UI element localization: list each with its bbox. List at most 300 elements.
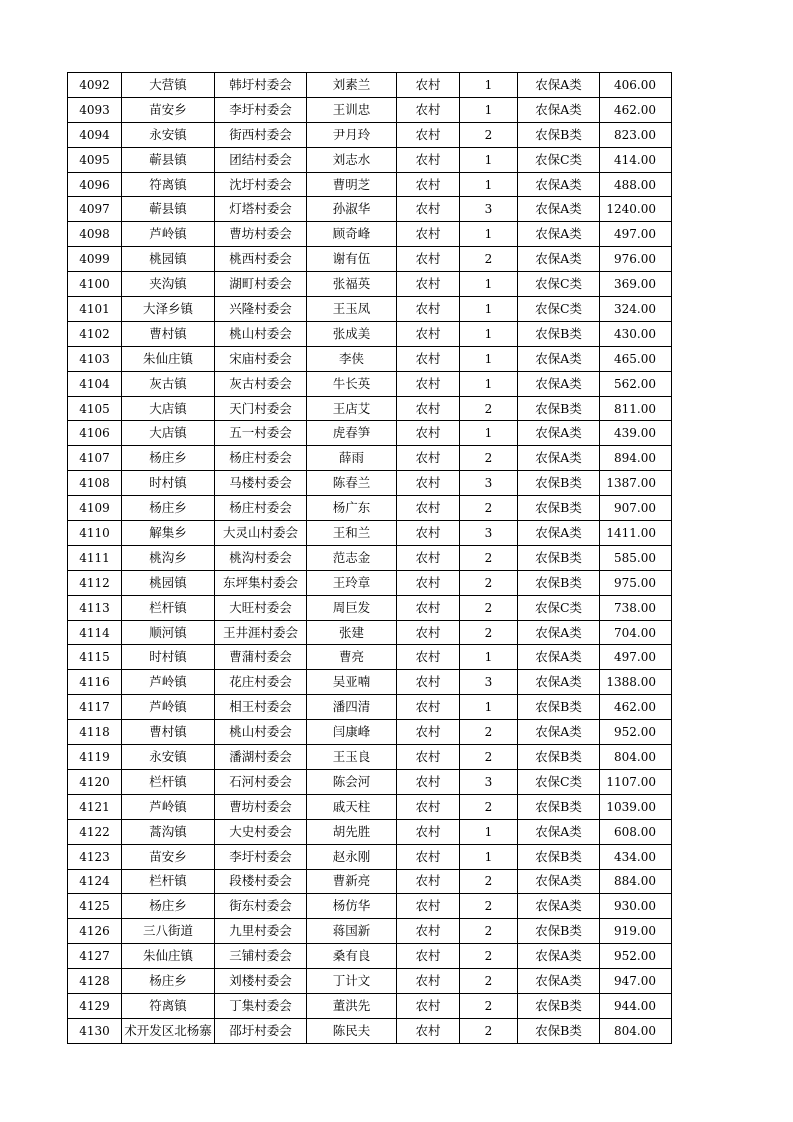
table-row <box>68 197 672 222</box>
town-cell: 永安镇 <box>122 122 215 147</box>
person-name-cell: 孙淑华 <box>307 197 397 222</box>
village-committee-cell: 相王村委会 <box>215 695 307 720</box>
amount-cell: 406.00 <box>600 73 672 98</box>
insurance-category-cell: 农保B类 <box>518 844 600 869</box>
table-row <box>68 396 672 421</box>
area-type-cell: 农村 <box>397 645 460 670</box>
row-number-cell: 4128 <box>68 969 122 994</box>
village-committee-cell: 刘楼村委会 <box>215 969 307 994</box>
town-cell: 蒿沟镇 <box>122 819 215 844</box>
village-committee-cell: 曹坊村委会 <box>215 794 307 819</box>
person-name-cell: 吴亚喃 <box>307 670 397 695</box>
household-count-cell: 2 <box>460 446 518 471</box>
row-number-cell: 4118 <box>68 720 122 745</box>
row-number-cell: 4130 <box>68 1018 122 1043</box>
town-cell: 大泽乡镇 <box>122 297 215 322</box>
household-count-cell: 2 <box>460 496 518 521</box>
amount-cell: 1240.00 <box>600 197 672 222</box>
person-name-cell: 闫康峰 <box>307 720 397 745</box>
area-type-cell: 农村 <box>397 620 460 645</box>
person-name-cell: 周巨发 <box>307 595 397 620</box>
area-type-cell: 农村 <box>397 1018 460 1043</box>
village-committee-cell: 曹坊村委会 <box>215 222 307 247</box>
town-cell: 杨庄乡 <box>122 969 215 994</box>
table-row <box>68 1018 672 1043</box>
amount-cell: 488.00 <box>600 172 672 197</box>
amount-cell: 804.00 <box>600 745 672 770</box>
area-type-cell: 农村 <box>397 844 460 869</box>
village-committee-cell: 湖町村委会 <box>215 272 307 297</box>
town-cell: 符离镇 <box>122 172 215 197</box>
village-committee-cell: 桃沟村委会 <box>215 545 307 570</box>
table-row <box>68 496 672 521</box>
town-cell: 芦岭镇 <box>122 794 215 819</box>
insurance-category-cell: 农保A类 <box>518 944 600 969</box>
village-committee-cell: 桃西村委会 <box>215 247 307 272</box>
household-count-cell: 2 <box>460 969 518 994</box>
amount-cell: 738.00 <box>600 595 672 620</box>
person-name-cell: 曹亮 <box>307 645 397 670</box>
insurance-category-cell: 农保A类 <box>518 670 600 695</box>
person-name-cell: 刘志水 <box>307 147 397 172</box>
table-row <box>68 421 672 446</box>
insurance-category-cell: 农保A类 <box>518 869 600 894</box>
row-number-cell: 4100 <box>68 272 122 297</box>
area-type-cell: 农村 <box>397 396 460 421</box>
row-number-cell: 4125 <box>68 894 122 919</box>
household-count-cell: 3 <box>460 197 518 222</box>
household-count-cell: 1 <box>460 844 518 869</box>
insurance-category-cell: 农保A类 <box>518 421 600 446</box>
row-number-cell: 4123 <box>68 844 122 869</box>
insurance-category-cell: 农保A类 <box>518 446 600 471</box>
table-row <box>68 919 672 944</box>
table-row <box>68 570 672 595</box>
person-name-cell: 蒋国新 <box>307 919 397 944</box>
table-row <box>68 172 672 197</box>
area-type-cell: 农村 <box>397 894 460 919</box>
person-name-cell: 牛长英 <box>307 371 397 396</box>
amount-cell: 976.00 <box>600 247 672 272</box>
village-committee-cell: 沈圩村委会 <box>215 172 307 197</box>
insurance-category-cell: 农保A类 <box>518 645 600 670</box>
row-number-cell: 4101 <box>68 297 122 322</box>
amount-cell: 585.00 <box>600 545 672 570</box>
table-row <box>68 247 672 272</box>
town-cell: 朱仙庄镇 <box>122 944 215 969</box>
row-number-cell: 4102 <box>68 321 122 346</box>
insurance-category-cell: 农保C类 <box>518 147 600 172</box>
village-committee-cell: 王井涯村委会 <box>215 620 307 645</box>
person-name-cell: 尹月玲 <box>307 122 397 147</box>
amount-cell: 894.00 <box>600 446 672 471</box>
row-number-cell: 4093 <box>68 97 122 122</box>
household-count-cell: 2 <box>460 122 518 147</box>
village-committee-cell: 邵圩村委会 <box>215 1018 307 1043</box>
person-name-cell: 胡先胜 <box>307 819 397 844</box>
town-cell: 栏杆镇 <box>122 769 215 794</box>
area-type-cell: 农村 <box>397 297 460 322</box>
town-cell: 栏杆镇 <box>122 595 215 620</box>
household-count-cell: 1 <box>460 421 518 446</box>
row-number-cell: 4105 <box>68 396 122 421</box>
town-cell: 杨庄乡 <box>122 496 215 521</box>
table-row <box>68 97 672 122</box>
amount-cell: 414.00 <box>600 147 672 172</box>
row-number-cell: 4126 <box>68 919 122 944</box>
row-number-cell: 4099 <box>68 247 122 272</box>
village-committee-cell: 花庄村委会 <box>215 670 307 695</box>
row-number-cell: 4108 <box>68 471 122 496</box>
person-name-cell: 王玉凤 <box>307 297 397 322</box>
table-row <box>68 993 672 1018</box>
insurance-category-cell: 农保B类 <box>518 545 600 570</box>
village-committee-cell: 三铺村委会 <box>215 944 307 969</box>
insurance-category-cell: 农保A类 <box>518 969 600 994</box>
village-committee-cell: 李圩村委会 <box>215 97 307 122</box>
amount-cell: 430.00 <box>600 321 672 346</box>
row-number-cell: 4122 <box>68 819 122 844</box>
household-count-cell: 2 <box>460 570 518 595</box>
table-row <box>68 769 672 794</box>
person-name-cell: 王玉良 <box>307 745 397 770</box>
area-type-cell: 农村 <box>397 670 460 695</box>
amount-cell: 434.00 <box>600 844 672 869</box>
area-type-cell: 农村 <box>397 197 460 222</box>
table-row <box>68 297 672 322</box>
person-name-cell: 戚天柱 <box>307 794 397 819</box>
household-count-cell: 2 <box>460 720 518 745</box>
town-cell: 栏杆镇 <box>122 869 215 894</box>
village-committee-cell: 大史村委会 <box>215 819 307 844</box>
amount-cell: 1107.00 <box>600 769 672 794</box>
village-committee-cell: 街西村委会 <box>215 122 307 147</box>
household-count-cell: 2 <box>460 993 518 1018</box>
town-cell: 永安镇 <box>122 745 215 770</box>
amount-cell: 947.00 <box>600 969 672 994</box>
amount-cell: 1387.00 <box>600 471 672 496</box>
table-row <box>68 645 672 670</box>
town-cell: 大营镇 <box>122 73 215 98</box>
table-row <box>68 869 672 894</box>
household-count-cell: 1 <box>460 97 518 122</box>
insurance-category-cell: 农保B类 <box>518 396 600 421</box>
table-row <box>68 620 672 645</box>
row-number-cell: 4109 <box>68 496 122 521</box>
person-name-cell: 陈民夫 <box>307 1018 397 1043</box>
amount-cell: 1388.00 <box>600 670 672 695</box>
row-number-cell: 4127 <box>68 944 122 969</box>
town-cell: 三八街道 <box>122 919 215 944</box>
town-cell: 曹村镇 <box>122 720 215 745</box>
village-committee-cell: 东坪集村委会 <box>215 570 307 595</box>
insurance-category-cell: 农保A类 <box>518 620 600 645</box>
person-name-cell: 李侠 <box>307 346 397 371</box>
person-name-cell: 顾奇峰 <box>307 222 397 247</box>
insurance-category-cell: 农保B类 <box>518 695 600 720</box>
household-count-cell: 1 <box>460 321 518 346</box>
person-name-cell: 杨广东 <box>307 496 397 521</box>
amount-cell: 811.00 <box>600 396 672 421</box>
town-cell: 夹沟镇 <box>122 272 215 297</box>
amount-cell: 704.00 <box>600 620 672 645</box>
insurance-category-cell: 农保C类 <box>518 297 600 322</box>
area-type-cell: 农村 <box>397 122 460 147</box>
person-name-cell: 赵永刚 <box>307 844 397 869</box>
household-count-cell: 1 <box>460 371 518 396</box>
household-count-cell: 2 <box>460 247 518 272</box>
household-count-cell: 1 <box>460 73 518 98</box>
household-count-cell: 1 <box>460 147 518 172</box>
household-count-cell: 3 <box>460 670 518 695</box>
row-number-cell: 4117 <box>68 695 122 720</box>
town-cell: 杨庄乡 <box>122 446 215 471</box>
amount-cell: 1411.00 <box>600 521 672 546</box>
table-row <box>68 844 672 869</box>
table-row <box>68 720 672 745</box>
village-committee-cell: 段楼村委会 <box>215 869 307 894</box>
area-type-cell: 农村 <box>397 471 460 496</box>
village-committee-cell: 大灵山村委会 <box>215 521 307 546</box>
insurance-category-cell: 农保C类 <box>518 769 600 794</box>
household-count-cell: 2 <box>460 1018 518 1043</box>
town-cell: 桃园镇 <box>122 247 215 272</box>
amount-cell: 462.00 <box>600 97 672 122</box>
insurance-category-cell: 农保A类 <box>518 97 600 122</box>
person-name-cell: 桑有良 <box>307 944 397 969</box>
amount-cell: 497.00 <box>600 645 672 670</box>
area-type-cell: 农村 <box>397 321 460 346</box>
person-name-cell: 丁计文 <box>307 969 397 994</box>
insurance-category-cell: 农保A类 <box>518 346 600 371</box>
household-count-cell: 1 <box>460 222 518 247</box>
row-number-cell: 4110 <box>68 521 122 546</box>
row-number-cell: 4092 <box>68 73 122 98</box>
household-count-cell: 2 <box>460 545 518 570</box>
insurance-category-cell: 农保B类 <box>518 496 600 521</box>
household-count-cell: 1 <box>460 695 518 720</box>
household-count-cell: 1 <box>460 819 518 844</box>
amount-cell: 823.00 <box>600 122 672 147</box>
town-cell: 蕲县镇 <box>122 197 215 222</box>
village-committee-cell: 宋庙村委会 <box>215 346 307 371</box>
area-type-cell: 农村 <box>397 446 460 471</box>
town-cell: 桃沟乡 <box>122 545 215 570</box>
table-row <box>68 147 672 172</box>
area-type-cell: 农村 <box>397 371 460 396</box>
insurance-category-cell: 农保A类 <box>518 73 600 98</box>
area-type-cell: 农村 <box>397 272 460 297</box>
town-cell: 符离镇 <box>122 993 215 1018</box>
town-cell: 顺河镇 <box>122 620 215 645</box>
town-cell: 芦岭镇 <box>122 695 215 720</box>
table-row <box>68 471 672 496</box>
village-committee-cell: 街东村委会 <box>215 894 307 919</box>
town-cell: 桃园镇 <box>122 570 215 595</box>
person-name-cell: 范志金 <box>307 545 397 570</box>
insurance-category-cell: 农保B类 <box>518 471 600 496</box>
area-type-cell: 农村 <box>397 222 460 247</box>
table-row <box>68 670 672 695</box>
insurance-category-cell: 农保A类 <box>518 894 600 919</box>
insurance-category-cell: 农保B类 <box>518 919 600 944</box>
row-number-cell: 4094 <box>68 122 122 147</box>
area-type-cell: 农村 <box>397 745 460 770</box>
household-count-cell: 2 <box>460 620 518 645</box>
area-type-cell: 农村 <box>397 147 460 172</box>
village-committee-cell: 兴隆村委会 <box>215 297 307 322</box>
person-name-cell: 陈春兰 <box>307 471 397 496</box>
row-number-cell: 4115 <box>68 645 122 670</box>
table-row <box>68 346 672 371</box>
table-row <box>68 73 672 98</box>
town-cell: 时村镇 <box>122 645 215 670</box>
person-name-cell: 张成美 <box>307 321 397 346</box>
insurance-category-cell: 农保B类 <box>518 122 600 147</box>
village-committee-cell: 天门村委会 <box>215 396 307 421</box>
area-type-cell: 农村 <box>397 97 460 122</box>
household-count-cell: 2 <box>460 919 518 944</box>
town-cell: 苗安乡 <box>122 844 215 869</box>
area-type-cell: 农村 <box>397 944 460 969</box>
amount-cell: 497.00 <box>600 222 672 247</box>
amount-cell: 1039.00 <box>600 794 672 819</box>
area-type-cell: 农村 <box>397 993 460 1018</box>
household-count-cell: 2 <box>460 894 518 919</box>
person-name-cell: 虎春笋 <box>307 421 397 446</box>
insurance-category-cell: 农保C类 <box>518 272 600 297</box>
person-name-cell: 陈会河 <box>307 769 397 794</box>
area-type-cell: 农村 <box>397 819 460 844</box>
amount-cell: 608.00 <box>600 819 672 844</box>
area-type-cell: 农村 <box>397 720 460 745</box>
town-cell: 大店镇 <box>122 396 215 421</box>
table-row <box>68 272 672 297</box>
town-cell: 曹村镇 <box>122 321 215 346</box>
row-number-cell: 4097 <box>68 197 122 222</box>
area-type-cell: 农村 <box>397 172 460 197</box>
amount-cell: 465.00 <box>600 346 672 371</box>
person-name-cell: 王店艾 <box>307 396 397 421</box>
area-type-cell: 农村 <box>397 521 460 546</box>
insurance-category-cell: 农保A类 <box>518 197 600 222</box>
amount-cell: 952.00 <box>600 944 672 969</box>
row-number-cell: 4116 <box>68 670 122 695</box>
household-count-cell: 2 <box>460 396 518 421</box>
row-number-cell: 4114 <box>68 620 122 645</box>
person-name-cell: 董洪先 <box>307 993 397 1018</box>
insurance-category-cell: 农保A类 <box>518 819 600 844</box>
town-cell: 芦岭镇 <box>122 670 215 695</box>
household-count-cell: 1 <box>460 297 518 322</box>
household-count-cell: 2 <box>460 745 518 770</box>
row-number-cell: 4106 <box>68 421 122 446</box>
row-number-cell: 4113 <box>68 595 122 620</box>
household-count-cell: 1 <box>460 272 518 297</box>
insurance-category-cell: 农保A类 <box>518 720 600 745</box>
village-committee-cell: 丁集村委会 <box>215 993 307 1018</box>
area-type-cell: 农村 <box>397 247 460 272</box>
insurance-category-cell: 农保B类 <box>518 570 600 595</box>
household-count-cell: 1 <box>460 645 518 670</box>
insurance-category-cell: 农保B类 <box>518 1018 600 1043</box>
village-committee-cell: 杨庄村委会 <box>215 496 307 521</box>
table-row <box>68 794 672 819</box>
row-number-cell: 4098 <box>68 222 122 247</box>
insurance-category-cell: 农保A类 <box>518 172 600 197</box>
row-number-cell: 4095 <box>68 147 122 172</box>
area-type-cell: 农村 <box>397 769 460 794</box>
area-type-cell: 农村 <box>397 869 460 894</box>
household-count-cell: 2 <box>460 595 518 620</box>
person-name-cell: 王训忠 <box>307 97 397 122</box>
village-committee-cell: 杨庄村委会 <box>215 446 307 471</box>
amount-cell: 930.00 <box>600 894 672 919</box>
area-type-cell: 农村 <box>397 346 460 371</box>
insurance-category-cell: 农保B类 <box>518 993 600 1018</box>
row-number-cell: 4096 <box>68 172 122 197</box>
amount-cell: 324.00 <box>600 297 672 322</box>
area-type-cell: 农村 <box>397 695 460 720</box>
table-row <box>68 222 672 247</box>
village-committee-cell: 九里村委会 <box>215 919 307 944</box>
area-type-cell: 农村 <box>397 545 460 570</box>
person-name-cell: 王玲章 <box>307 570 397 595</box>
row-number-cell: 4129 <box>68 993 122 1018</box>
data-table <box>67 72 672 1044</box>
row-number-cell: 4124 <box>68 869 122 894</box>
table-row <box>68 371 672 396</box>
town-cell: 术开发区北杨寨 <box>122 1018 215 1043</box>
person-name-cell: 潘四清 <box>307 695 397 720</box>
insurance-category-cell: 农保B类 <box>518 794 600 819</box>
table-row <box>68 894 672 919</box>
table-row <box>68 595 672 620</box>
village-committee-cell: 潘湖村委会 <box>215 745 307 770</box>
household-count-cell: 2 <box>460 869 518 894</box>
village-committee-cell: 李圩村委会 <box>215 844 307 869</box>
village-committee-cell: 桃山村委会 <box>215 720 307 745</box>
household-count-cell: 2 <box>460 794 518 819</box>
town-cell: 解集乡 <box>122 521 215 546</box>
village-committee-cell: 灯塔村委会 <box>215 197 307 222</box>
table-row <box>68 695 672 720</box>
area-type-cell: 农村 <box>397 570 460 595</box>
table-row <box>68 446 672 471</box>
town-cell: 蕲县镇 <box>122 147 215 172</box>
row-number-cell: 4104 <box>68 371 122 396</box>
insurance-category-cell: 农保A类 <box>518 371 600 396</box>
person-name-cell: 王和兰 <box>307 521 397 546</box>
household-count-cell: 3 <box>460 471 518 496</box>
town-cell: 时村镇 <box>122 471 215 496</box>
table-row <box>68 969 672 994</box>
row-number-cell: 4111 <box>68 545 122 570</box>
person-name-cell: 曹明芝 <box>307 172 397 197</box>
table-row <box>68 521 672 546</box>
area-type-cell: 农村 <box>397 421 460 446</box>
village-committee-cell: 马楼村委会 <box>215 471 307 496</box>
amount-cell: 462.00 <box>600 695 672 720</box>
household-count-cell: 3 <box>460 769 518 794</box>
amount-cell: 439.00 <box>600 421 672 446</box>
area-type-cell: 农村 <box>397 969 460 994</box>
household-count-cell: 1 <box>460 346 518 371</box>
area-type-cell: 农村 <box>397 73 460 98</box>
household-count-cell: 1 <box>460 172 518 197</box>
amount-cell: 944.00 <box>600 993 672 1018</box>
insurance-category-cell: 农保A类 <box>518 247 600 272</box>
